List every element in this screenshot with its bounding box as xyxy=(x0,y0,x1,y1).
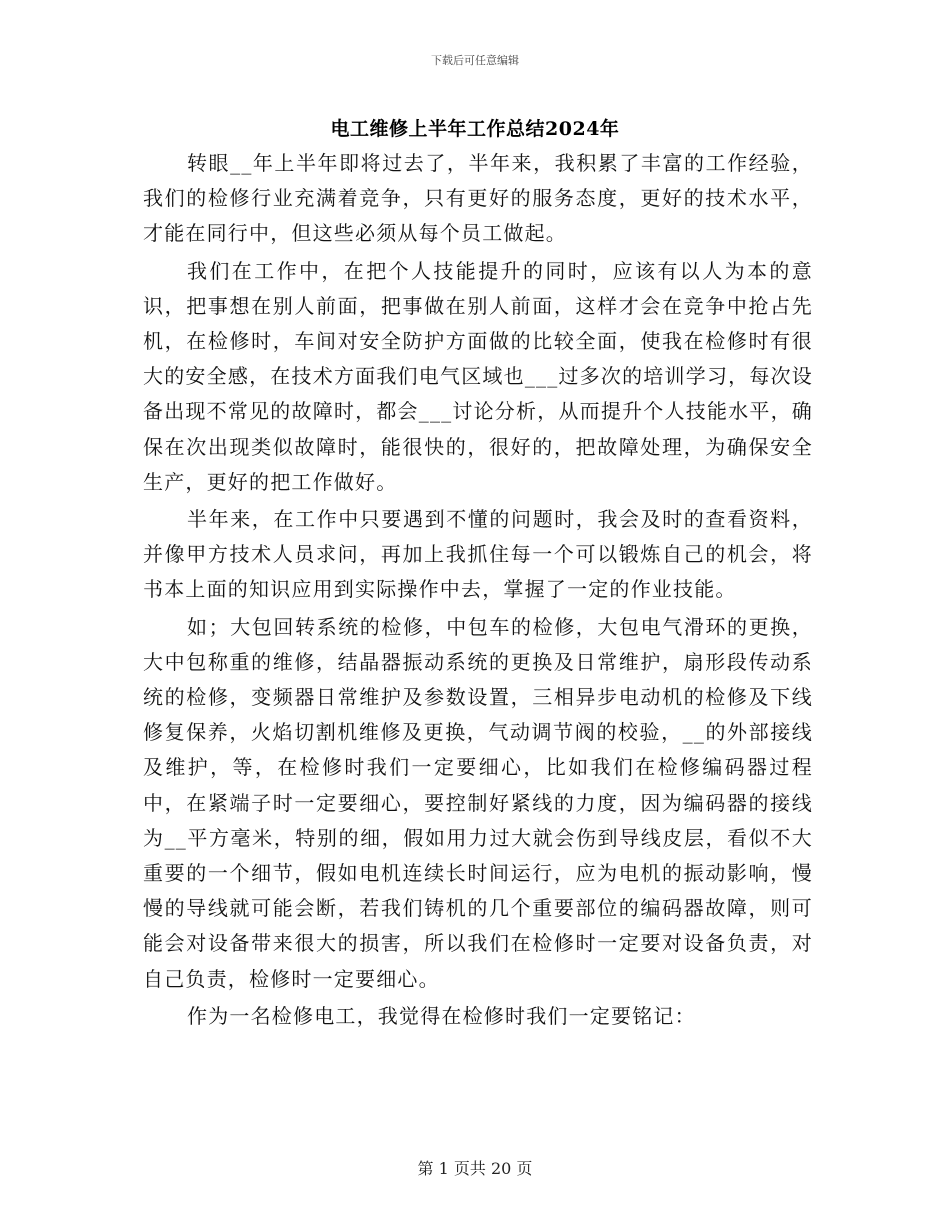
page-number: 第 1 页共 20 页 xyxy=(417,1159,533,1178)
paragraph-2: 我们在工作中，在把个人技能提升的同时，应该有以人为本的意识，把事想在别人前面，把事做在别人前面，这样才会在竞争中抢占先机，在检修时，车间对安全防护方面做的比较全面，使我在检修时有很大的安全感，在技术方面我们电气区域也___过多次的培训学习，每次设备出现不常见的故障时，都会___讨论分析，从而提升个人技能水平，确保在次出现类似故障时，能很快的，很好的，把故障处理，为确保安全生产，更好的把工作做好。 xyxy=(143,258,813,494)
paragraph-1: 转眼__年上半年即将过去了，半年来，我积累了丰富的工作经验，我们的检修行业充满着竞争，只有更好的服务态度，更好的技术水平，才能在同行中，但这些必须从每个员工做起。 xyxy=(143,151,813,246)
paragraph-4: 如；大包回转系统的检修，中包车的检修，大包电气滑环的更换，大中包称重的维修，结晶器振动系统的更换及日常维护，扇形段传动系统的检修，变频器日常维护及参数设置，三相异步电动机的检修及下线修复保养，火焰切割机维修及更换，气动调节阀的校验，__的外部接线及维护，等，在检修时我们一定要细心，比如我们在检修编码器过程中，在紧端子时一定要细心，要控制好紧线的力度，因为编码器的接线为__平方毫米，特别的细，假如用力过大就会伤到导线皮层，看似不大重要的一个细节，假如电机连续长时间运行，应为电机的振动影响，慢慢的导线就可能会断，若我们铸机的几个重要部位的编码器故障，则可能会对设备带来很大的损害，所以我们在检修时一定要对设备负责，对自己负责，检修时一定要细心。 xyxy=(143,614,813,991)
page-header-note: 下载后可任意编辑 xyxy=(431,54,519,67)
document-body xyxy=(143,146,813,1036)
document-title: 电工维修上半年工作总结2024年 xyxy=(330,118,620,140)
paragraph-5: 作为一名检修电工，我觉得在检修时我们一定要铭记： xyxy=(187,1003,696,1028)
paragraph-3: 半年来，在工作中只要遇到不懂的问题时，我会及时的查看资料，并像甲方技术人员求问，再加上我抓住每一个可以锻炼自己的机会，将书本上面的知识应用到实际操作中去，掌握了一定的作业技能。 xyxy=(143,507,813,602)
